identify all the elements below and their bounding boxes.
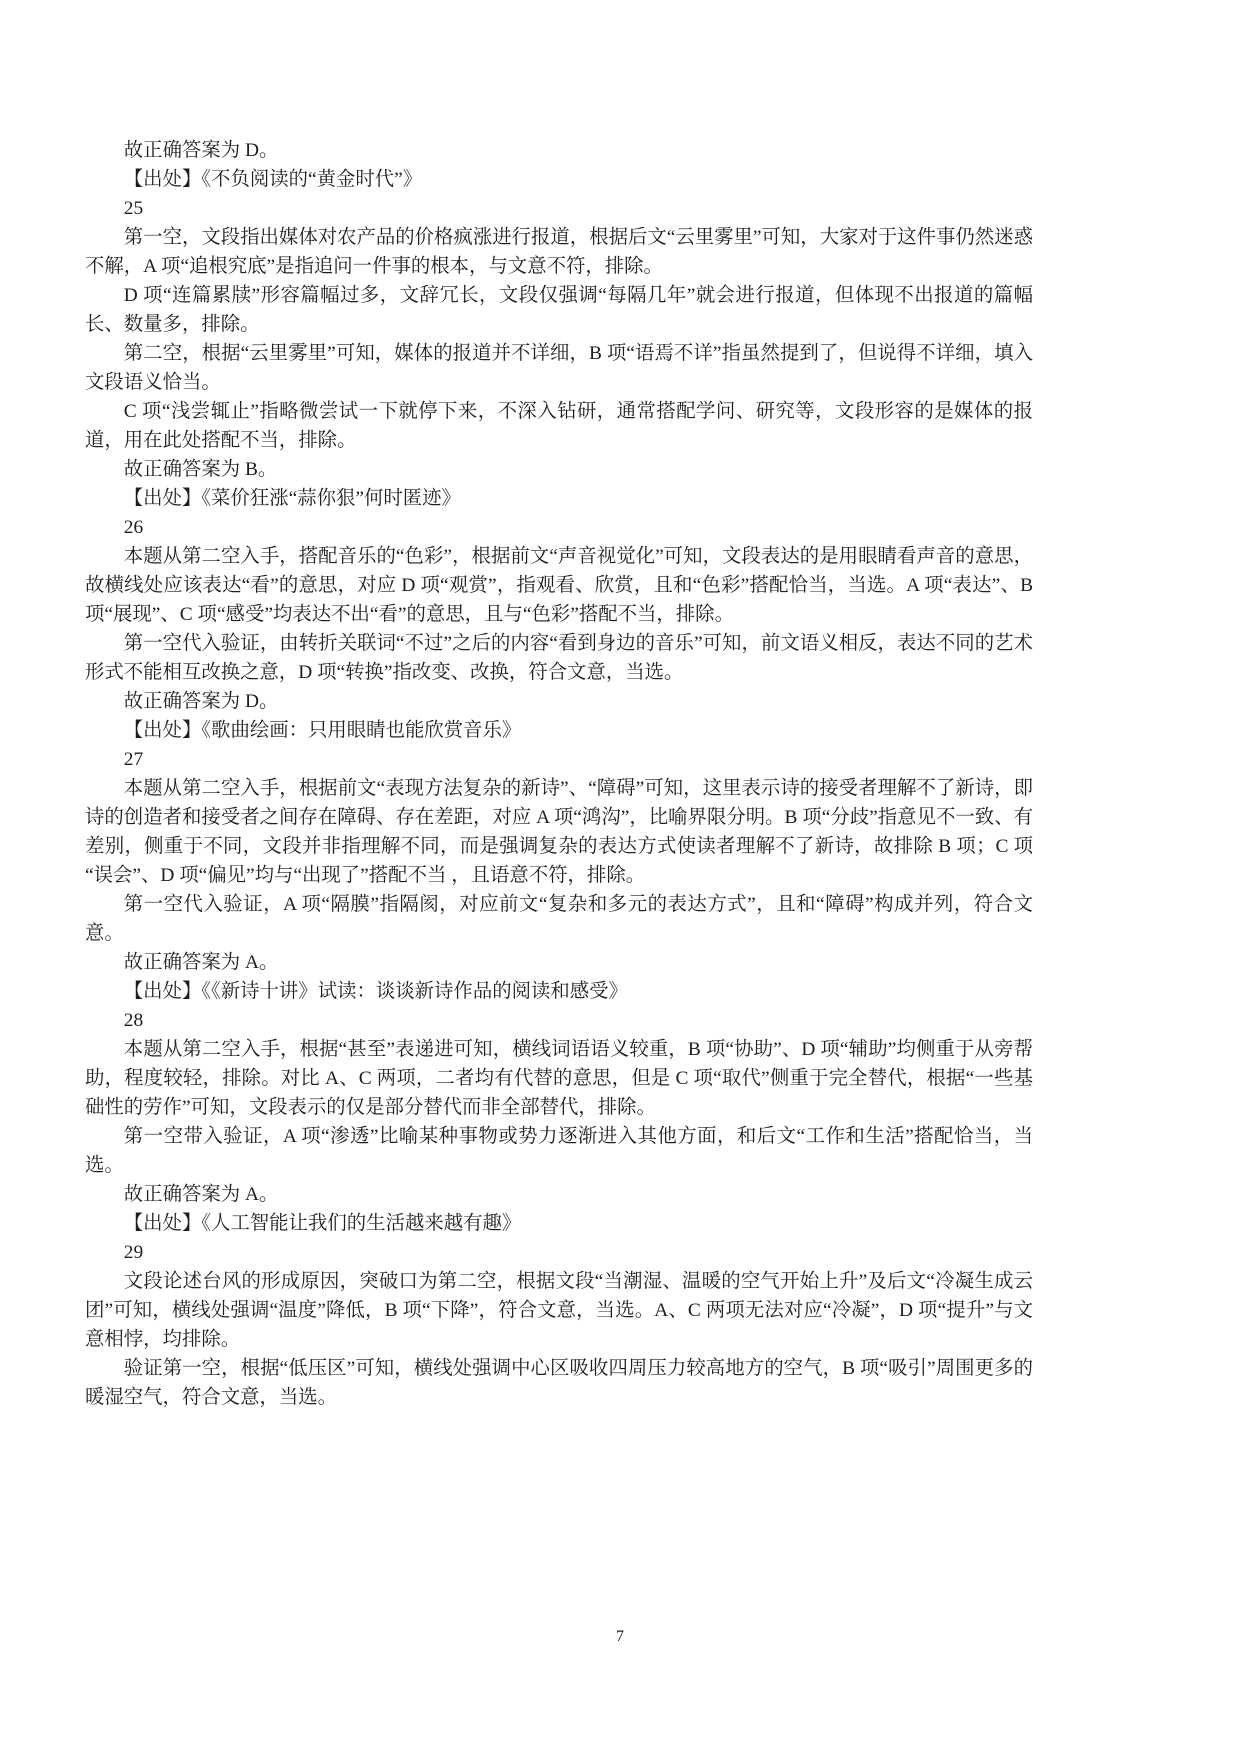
- paragraph: D 项“连篇累牍”形容篇幅过多，文辞冗长，文段仅强调“每隔几年”就会进行报道，但体现不出报道的篇幅长、数量多，排除。: [85, 285, 1033, 335]
- paragraph: 【出处】《歌曲绘画：只用眼睛也能欣赏音乐》: [123, 720, 522, 741]
- paragraph: 【出处】《菜价狂涨“蒜你狠”何时匿迹》: [123, 488, 461, 509]
- paragraph: 第一空代入验证，由转折关联词“不过”之后的内容“看到身边的音乐”可知，前文语义相反，表达不同的艺术形式不能相互改换之意，D 项“转换”指改变、改换，符合文意，当选。: [85, 633, 1033, 683]
- paragraph: 第一空，文段指出媒体对农产品的价格疯涨进行报道，根据后文“云里雾里”可知，大家对于这件事仍然迷惑不解，A 项“追根究底”是指追问一件事的根本，与文意不符，排除。: [85, 227, 1033, 277]
- paragraph: 故正确答案为 D。: [123, 140, 279, 161]
- paragraph: 本题从第二空入手，根据“甚至”表递进可知，横线词语语义较重，B 项“协助”、D 项“辅助”均侧重于从旁帮助，程度较轻，排除。对比 A、C 两项，二者均有代替的意思，但是 C 项“取代”侧重于完全替代，根据“一些基础性的劳作”可知，文段表示的仅是部分替代而非全部替代，排除。: [85, 1039, 1033, 1118]
- paragraph: 故正确答案为 A。: [123, 1184, 279, 1205]
- paragraph: 第二空，根据“云里雾里”可知，媒体的报道并不详细，B 项“语焉不详”指虽然提到了，但说得不详细，填入文段语义恰当。: [85, 343, 1033, 393]
- paragraph: 27: [123, 749, 144, 770]
- paragraph: 29: [123, 1242, 144, 1263]
- paragraph: 故正确答案为 D。: [123, 691, 279, 712]
- paragraph: 故正确答案为 A。: [123, 952, 279, 973]
- paragraph: 故正确答案为 B。: [123, 459, 278, 480]
- paragraph: 28: [123, 1010, 144, 1031]
- paragraph: C 项“浅尝辄止”指略微尝试一下就停下来，不深入钻研，通常搭配学问、研究等，文段形容的是媒体的报道，用在此处搭配不当，排除。: [85, 401, 1033, 451]
- paragraph: 文段论述台风的形成原因，突破口为第二空，根据文段“当潮湿、温暖的空气开始上升”及后文“冷凝生成云团”可知，横线处强调“温度”降低，B 项“下降”，符合文意，当选。A、C 两项无法对应“冷凝”，D 项“提升”与文意相悖，均排除。: [85, 1271, 1033, 1350]
- paragraph: 本题从第二空入手，搭配音乐的“色彩”，根据前文“声音视觉化”可知，文段表达的是用眼睛看声音的意思，故横线处应该表达“看”的意思，对应 D 项“观赏”，指观看、欣赏，且和“色彩”搭配恰当，当选。A 项“表达”、B 项“展现”、C 项“感受”均表达不出“看”的意思，且与“色彩”搭配不当，排除。: [85, 546, 1033, 625]
- paragraph: 【出处】《人工智能让我们的生活越来越有趣》: [123, 1213, 522, 1234]
- paragraph: 25: [123, 198, 144, 219]
- paragraph: 【出处】《《新诗十讲》试读：谈谈新诗作品的阅读和感受》: [123, 981, 628, 1002]
- document-body: [85, 136, 1033, 1412]
- paragraph: 本题从第二空入手，根据前文“表现方法复杂的新诗”、“障碍”可知，这里表示诗的接受者理解不了新诗，即诗的创造者和接受者之间存在障碍、存在差距，对应 A 项“鸿沟”，比喻界限分明。B 项“分歧”指意见不一致、有差别，侧重于不同，文段并非指理解不同，而是强调复杂的表达方式使读者理解不了新诗，故排除 B 项；C 项“误会”、D 项“偏见”均与“出现了”搭配不当 ，且语意不符，排除。: [85, 778, 1033, 886]
- paragraph: 验证第一空，根据“低压区”可知，横线处强调中心区吸收四周压力较高地方的空气，B 项“吸引”周围更多的暖湿空气，符合文意，当选。: [85, 1358, 1033, 1408]
- paragraph: 26: [123, 517, 144, 538]
- page-number: 7: [616, 1628, 624, 1645]
- paragraph: 第一空代入验证，A 项“隔膜”指隔阂，对应前文“复杂和多元的表达方式”，且和“障碍”构成并列，符合文意。: [85, 894, 1033, 944]
- paragraph: 第一空带入验证，A 项“渗透”比喻某种事物或势力逐渐进入其他方面，和后文“工作和生活”搭配恰当，当选。: [85, 1126, 1033, 1176]
- paragraph: 【出处】《不负阅读的“黄金时代”》: [123, 169, 423, 190]
